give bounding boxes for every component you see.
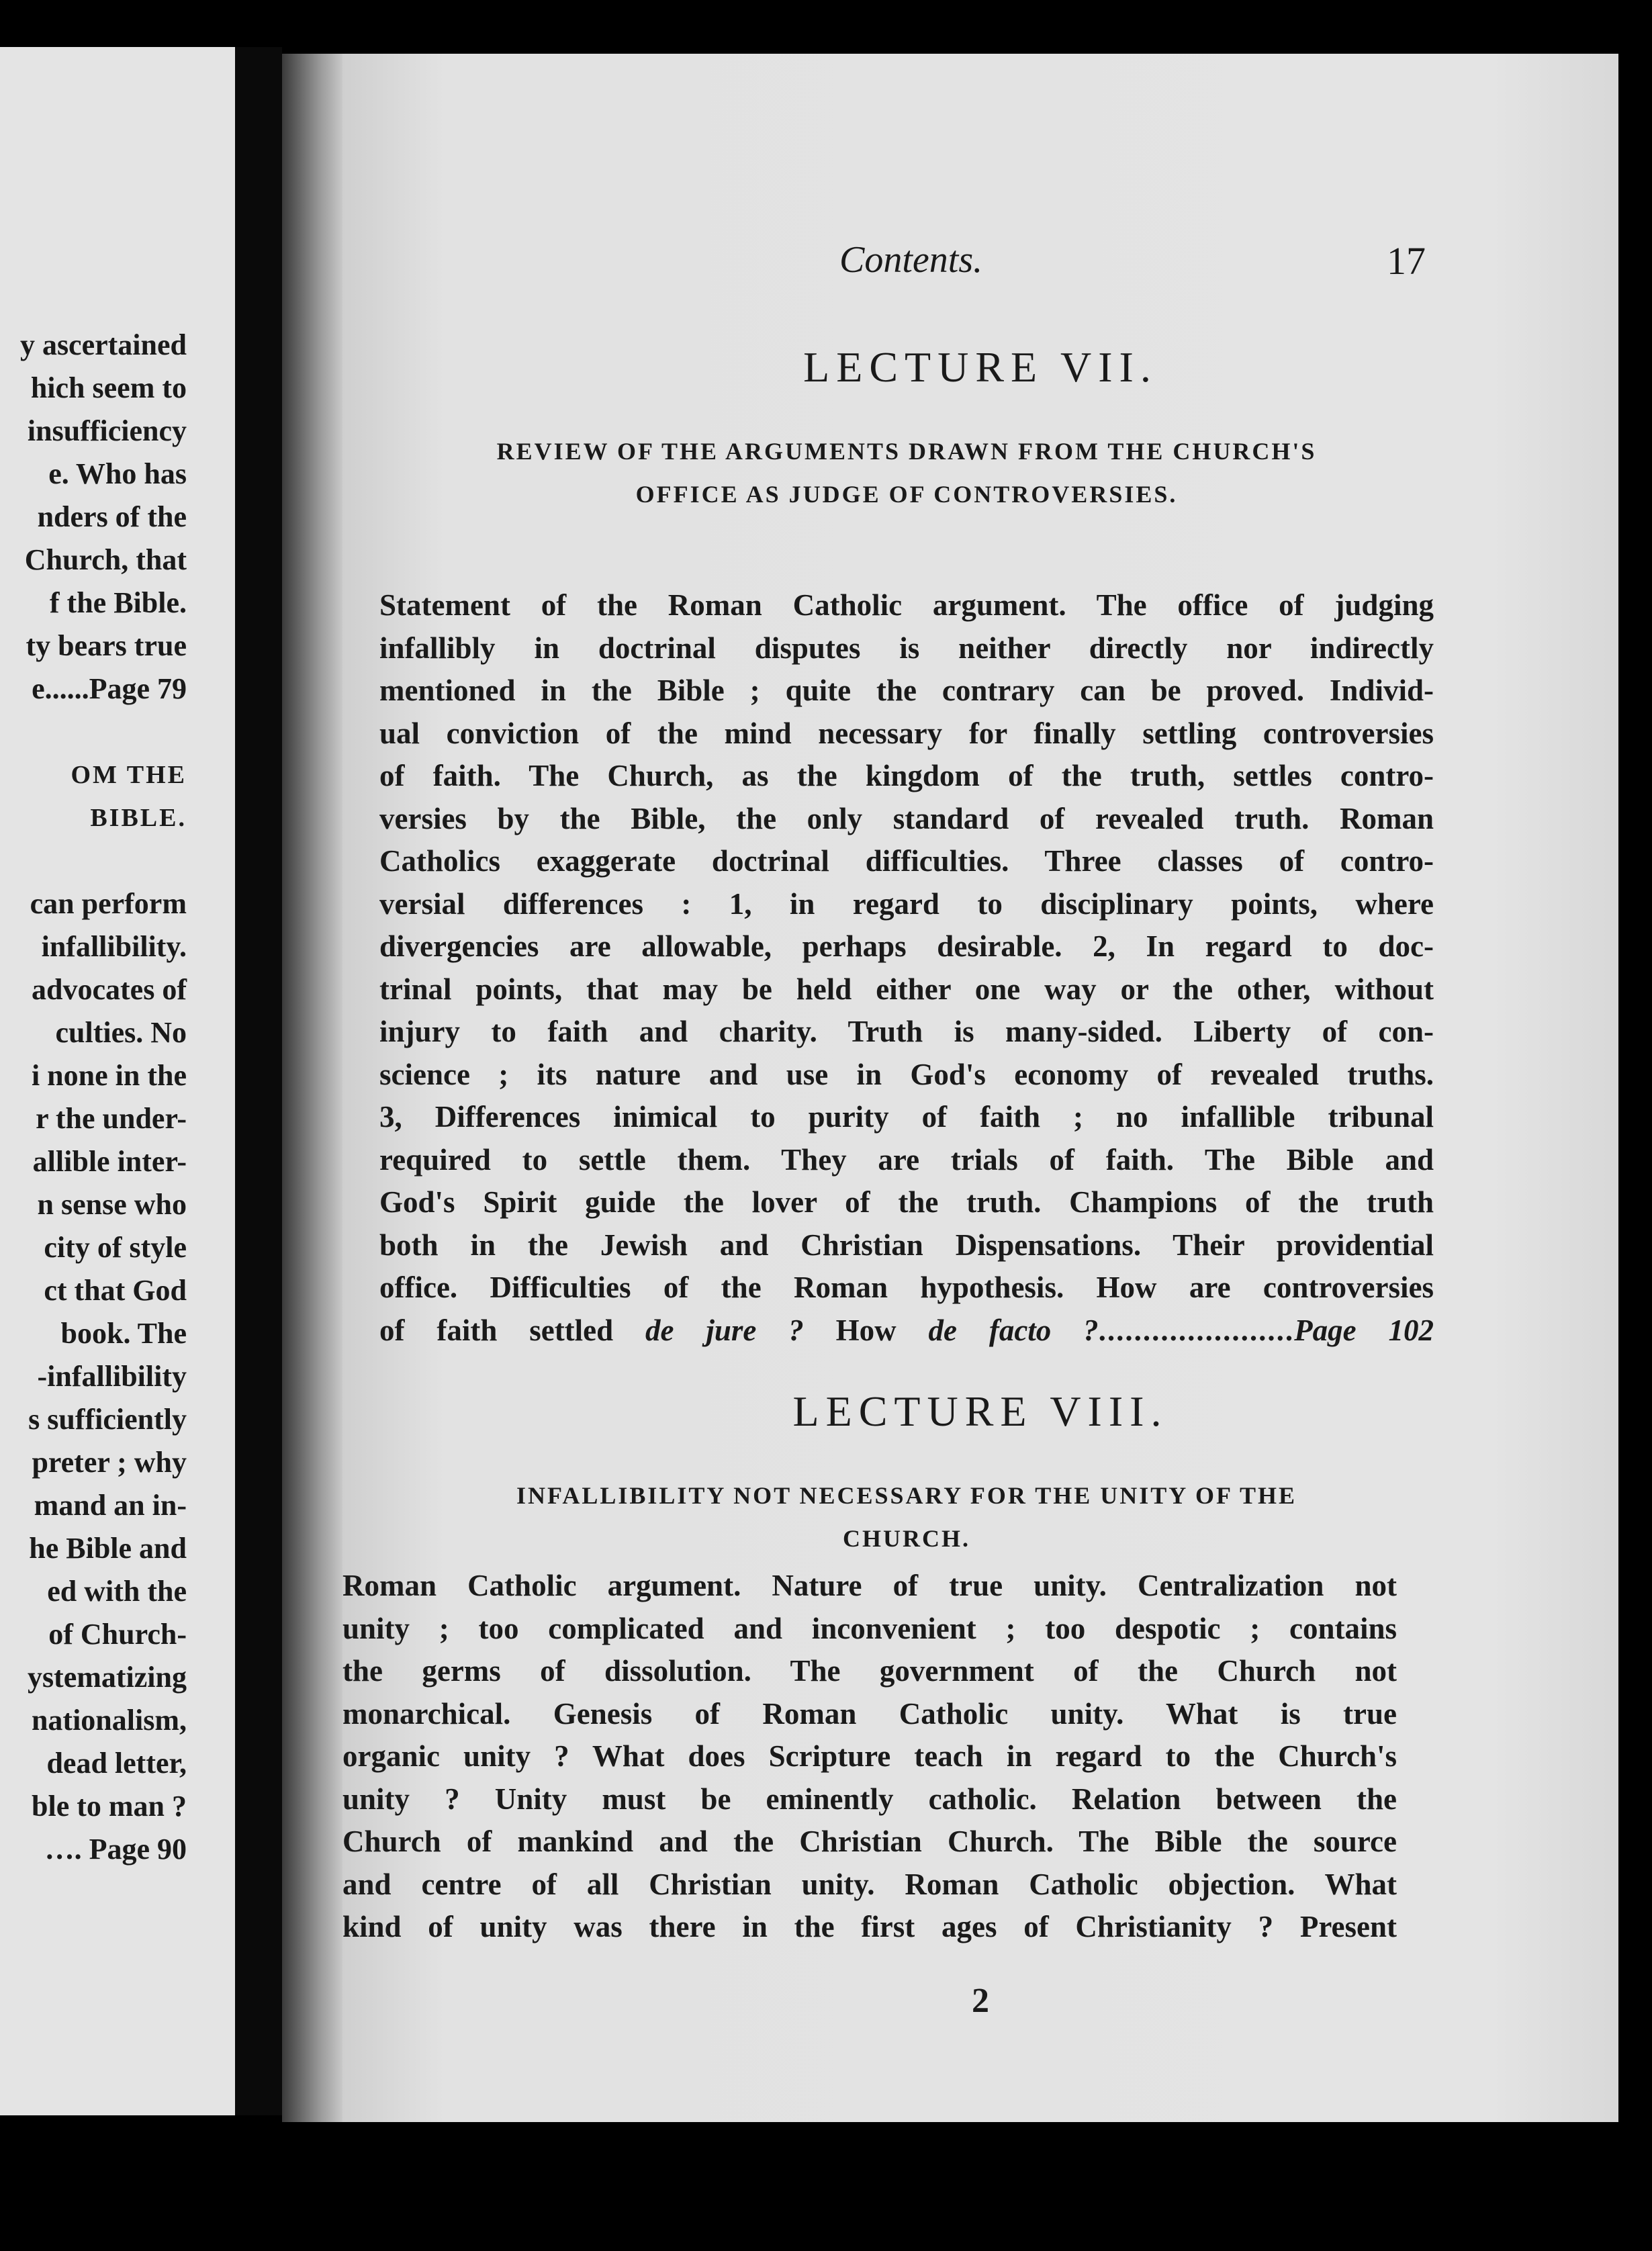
book-gutter (235, 47, 282, 2115)
lecture-8-title: LECTURE VIII. (792, 1387, 1168, 1435)
left-page-line: -infallibility (37, 1360, 187, 1393)
left-page-line: he Bible and (29, 1532, 187, 1565)
running-head (342, 238, 1618, 292)
lecture-7-line: 3, Differences inimical to purity of faith ; no infallible tribunal (379, 1100, 1434, 1134)
left-page-line: …. Page 90 (44, 1833, 187, 1866)
left-page-line: n sense who (37, 1188, 187, 1221)
right-page (342, 54, 1618, 2122)
lecture-8-subtitle-line-1: INFALLIBILITY NOT NECESSARY FOR THE UNITY OF THE (516, 1482, 1297, 1509)
last-line-page-ref: Page 102 (1294, 1313, 1434, 1347)
lecture-8-line: kind of unity was there in the first ages of Christianity ? Present (342, 1910, 1397, 1943)
page-number: 17 (1387, 239, 1426, 283)
last-line-start: of faith settled (379, 1313, 646, 1347)
left-page-line: r the under- (36, 1102, 187, 1135)
left-page-line: BIBLE. (90, 804, 187, 832)
lecture-7-line: both in the Jewish and Christian Dispensations. Their providential (379, 1228, 1434, 1262)
lecture-7-line: office. Difficulties of the Roman hypothesis. How are controversies (379, 1271, 1434, 1304)
lecture-7-line: mentioned in the Bible ; quite the contrary can be proved. Individ- (379, 674, 1434, 707)
left-page-line: ble to man ? (32, 1790, 187, 1823)
lecture-8-line: monarchical. Genesis of Roman Catholic unity. What is true (342, 1696, 1397, 1731)
left-page-line: dead letter, (46, 1747, 187, 1780)
lecture-7-subtitle (383, 430, 1430, 516)
left-page-line: ct that God (44, 1274, 187, 1307)
lecture-7-subtitle-line-1: REVIEW OF THE ARGUMENTS DRAWN FROM THE CHURCH'S (496, 438, 1317, 465)
lecture-7-line: science ; its nature and use in God's economy of revealed truths. (379, 1057, 1434, 1091)
lecture-8-subtitle-line-2: CHURCH. (843, 1525, 970, 1552)
lecture-7-line: of faith. The Church, as the kingdom of the truth, settles contro- (379, 759, 1434, 792)
left-page-line: nationalism, (31, 1704, 187, 1737)
left-page-line: of Church- (48, 1618, 187, 1651)
lecture-8-line: unity ? Unity must be eminently catholic. Relation between the (342, 1782, 1397, 1816)
left-page-line: culties. No (55, 1016, 187, 1049)
lecture-8-summary (342, 1565, 1397, 1949)
left-page-line: e......Page 79 (32, 672, 187, 705)
lecture-7-line: injury to faith and charity. Truth is many-sided. Liberty of con- (379, 1015, 1434, 1048)
running-title: Contents. (839, 239, 983, 281)
left-page-line (0, 710, 187, 753)
left-page-line: preter ; why (32, 1446, 187, 1479)
left-page-line: ystematizing (27, 1661, 187, 1694)
lecture-7-line: versies by the Bible, the only standard of revealed truth. Roman (379, 801, 1434, 835)
lecture-7-line: ual conviction of the mind necessary for finally settling controversies (379, 716, 1434, 750)
last-line-mid: How (803, 1313, 929, 1347)
left-page-line: s sufficiently (28, 1403, 187, 1436)
last-line-de-facto: de facto ? (928, 1313, 1099, 1347)
lecture-7-summary (379, 584, 1434, 1352)
lecture-8-line: unity ; too complicated and inconvenient ; too despotic ; contains (342, 1611, 1397, 1645)
lecture-7-line: God's Spirit guide the lover of the truth. Champions of the truth (379, 1185, 1434, 1219)
lecture-7-line: required to settle them. They are trials of faith. The Bible and (379, 1142, 1434, 1177)
left-page-line: allible inter- (32, 1145, 187, 1178)
lecture-7-last-line (379, 1310, 1434, 1352)
left-page-line: mand an in- (34, 1489, 187, 1522)
left-page-line: advocates of (32, 973, 187, 1006)
left-page-line: y ascertained (19, 328, 187, 361)
left-page-line: e. Who has (48, 457, 187, 490)
lecture-7-line: versial differences : 1, in regard to disciplinary points, where (379, 886, 1434, 921)
page-curve-shadow (282, 54, 346, 2122)
left-page-line: insufficiency (27, 414, 187, 447)
left-page-line: can perform (30, 887, 187, 920)
lecture-7-subtitle-line-2: OFFICE AS JUDGE OF CONTROVERSIES. (635, 481, 1178, 508)
leader-dots: ...................... (1098, 1313, 1295, 1347)
lecture-7-line: trinal points, that may be held either one way or the other, without (379, 972, 1434, 1006)
left-page-line (0, 839, 187, 882)
lecture-8-subtitle (383, 1474, 1430, 1560)
left-page-line: i none in the (31, 1059, 187, 1092)
last-line-de-jure: de jure ? (645, 1313, 804, 1347)
left-page-line: hich seem to (30, 371, 187, 404)
lecture-8-line: the germs of dissolution. The government of the Church not (342, 1654, 1397, 1688)
left-page-line: nders of the (37, 500, 187, 533)
left-page-line: ty bears true (26, 629, 187, 662)
left-page-line: f the Bible. (49, 586, 187, 619)
lecture-7-line: infallibly in doctrinal disputes is neither directly nor indirectly (379, 631, 1434, 665)
lecture-8-line: and centre of all Christian unity. Roman Catholic objection. What (342, 1867, 1397, 1901)
lecture-8-line: organic unity ? What does Scripture teach in regard to the Church's (342, 1739, 1397, 1773)
lecture-7-line: Catholics exaggerate doctrinal difficulties. Three classes of contro- (379, 844, 1434, 878)
lecture-7-line: Statement of the Roman Catholic argument. The office of judging (379, 588, 1434, 622)
left-page-line: book. The (60, 1317, 187, 1350)
left-page-line: ed with the (47, 1575, 187, 1608)
lecture-8-line: Roman Catholic argument. Nature of true unity. Centralization not (342, 1569, 1397, 1602)
lecture-8-line: Church of mankind and the Christian Church. The Bible the source (342, 1825, 1397, 1858)
left-page (0, 47, 235, 2115)
left-page-line: infallibility. (41, 930, 187, 963)
left-page-line: city of style (44, 1231, 187, 1264)
signature-mark: 2 (972, 1982, 989, 2020)
left-page-text (0, 324, 187, 1871)
left-page-line: OM THE (71, 761, 187, 789)
left-page-line: Church, that (24, 543, 187, 576)
lecture-7-title: LECTURE VII. (803, 343, 1158, 391)
lecture-7-line: divergencies are allowable, perhaps desirable. 2, In regard to doc- (379, 929, 1434, 963)
